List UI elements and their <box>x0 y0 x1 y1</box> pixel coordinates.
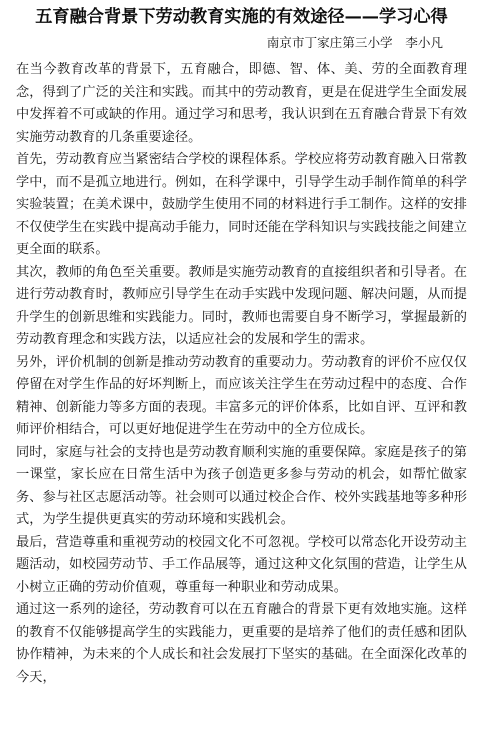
paragraph-evaluation: 另外，评价机制的创新是推动劳动教育的重要动力。劳动教育的评价不应仅仅停留在对学生作品的好坏判断上，而应该关注学生在劳动过程中的态度、合作精神、创新能力等多方面的表现。丰富多元的评价体系，比如自评、互评和教师评价相结合，可以更好地促进学生在劳动中的全方位成长。 <box>16 354 467 437</box>
document-title: 五育融合背景下劳动教育实施的有效途径——学习心得 <box>35 7 448 27</box>
paragraph-campus-culture: 最后，营造尊重和重视劳动的校园文化不可忽视。学校可以常态化开设劳动主题活动，如校园劳动节、手工作品展等，通过这种文化氛围的营造，让学生从小树立正确的劳动价值观，尊重每一种职业和劳动成果。 <box>16 534 467 595</box>
paragraph-curriculum: 首先，劳动教育应当紧密结合学校的课程体系。学校应将劳动教育融入日常教学中，而不是孤立地进行。例如，在科学课中，引导学生动手制作简单的科学实验装置；在美术课中，鼓励学生使用不同的材料进行手工制作。这样的安排不仅使学生在实践中提高动手能力，同时还能在学科知识与实践技能之间建立更全面的联系。 <box>16 152 467 257</box>
paragraph-family-society: 同时，家庭与社会的支持也是劳动教育顺利实施的重要保障。家庭是孩子的第一课堂，家长应在日常生活中为孩子创造更多参与劳动的机会，如帮忙做家务、参与社区志愿活动等。社会则可以通过校企合作、校外实践基地等多种形式，为学生提供更真实的劳动环境和实践机会。 <box>16 444 467 527</box>
paragraph-teacher-role: 其次，教师的角色至关重要。教师是实施劳动教育的直接组织者和引导者。在进行劳动教育时，教师应引导学生在动手实践中发现问题、解决问题，从而提升学生的创新思维和实践能力。同时，教师也需要自身不断学习，掌握最新的劳动教育理念和实践方法，以适应社会的发展和学生的需求。 <box>16 264 467 347</box>
paragraph-intro: 在当今教育改革的背景下，五育融合，即德、智、体、美、劳的全面教育理念，得到了广泛的关注和实践。而其中的劳动教育，更是在促进学生全面发展中发挥着不可或缺的作用。通过学习和思考，我认识到在五育融合背景下有效实施劳动教育的几条重要途径。 <box>16 62 467 145</box>
document-body <box>0 59 483 689</box>
paragraph-conclusion: 通过这一系列的途径，劳动教育可以在五育融合的背景下更有效地实施。这样的教育不仅能够提高学生的实践能力，更重要的是培养了他们的责任感和团队协作精神，为未来的个人成长和社会发展打下坚实的基础。在全面深化改革的今天， <box>16 602 467 685</box>
author-line: 南京市丁家庄第三小学 李小凡 <box>266 35 443 50</box>
